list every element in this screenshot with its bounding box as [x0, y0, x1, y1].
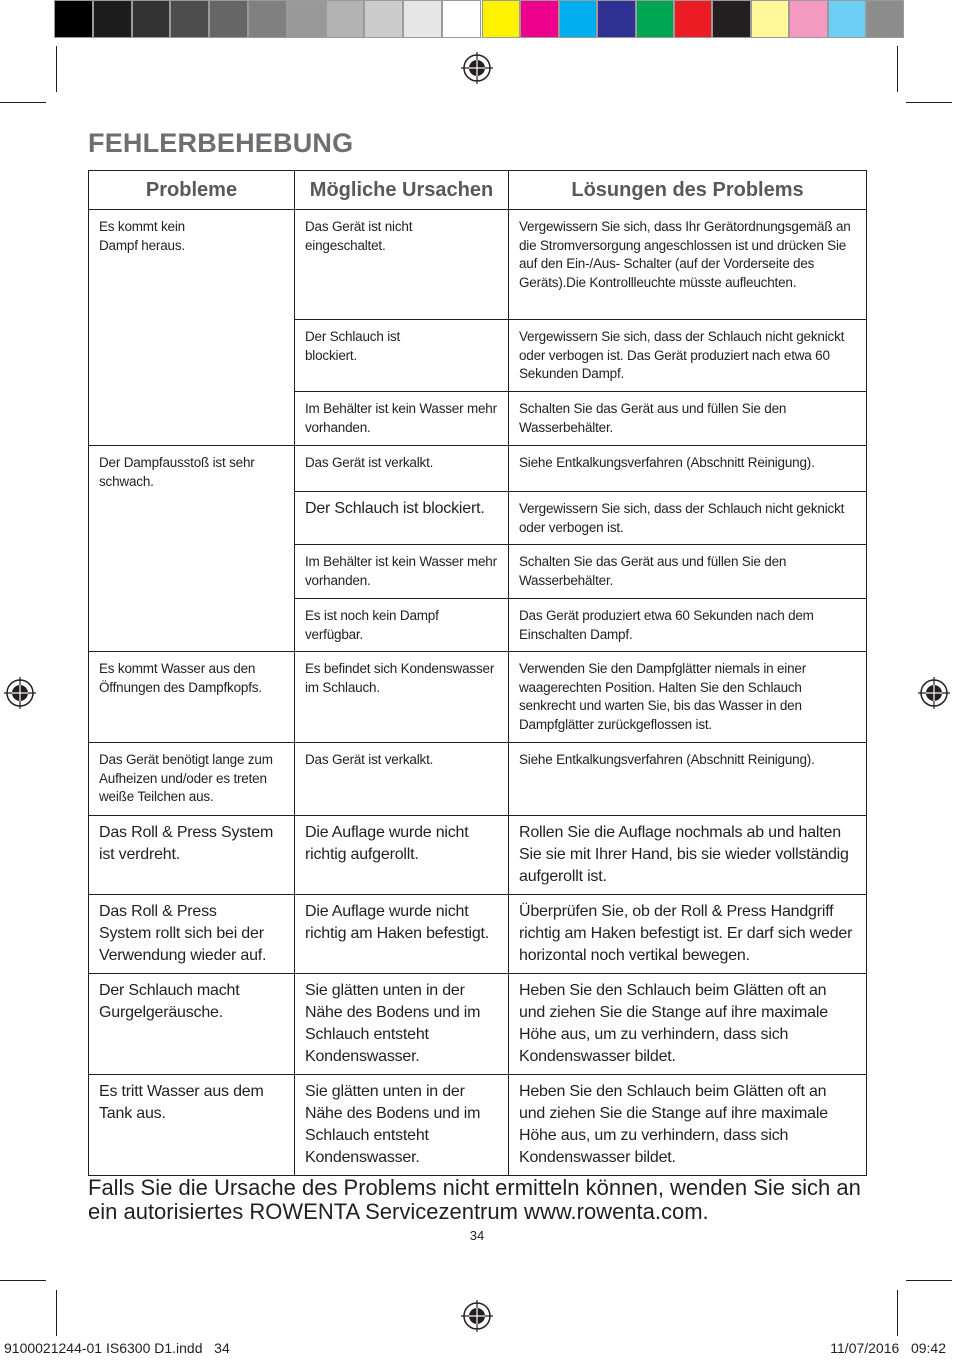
solution-cell: Vergewissern Sie sich, dass der Schlauch nicht geknickt oder verbogen ist.: [509, 492, 867, 545]
color-swatch: [712, 0, 750, 38]
problem-cell: Das Gerät benötigt lange zum Aufheizen und/oder es treten weiße Teilchen aus.: [89, 743, 295, 816]
crop-mark: [56, 1290, 57, 1336]
crop-mark: [897, 1290, 898, 1336]
cause-cell: Es ist noch kein Dampf verfügbar.: [295, 599, 509, 652]
process-color-bar: [482, 0, 904, 38]
color-swatch: [636, 0, 674, 38]
color-swatch: [54, 0, 93, 38]
color-swatch: [789, 0, 827, 38]
color-swatch: [403, 0, 442, 38]
solution-cell: Überprüfen Sie, ob der Roll & Press Handgriff richtig am Haken befestigt ist. Er darf sich weder horizontal noch vertikal bewegen.: [509, 895, 867, 974]
table-row: [89, 446, 867, 492]
cause-cell: Der Schlauch ist blockiert.: [295, 492, 509, 545]
cause-cell: Der Schlauch ist blockiert.: [295, 320, 509, 392]
solution-cell: Heben Sie den Schlauch beim Glätten oft an und ziehen Sie die Stange auf ihre maximale Höhe aus, um zu verhindern, dass sich Kondenswasser bildet.: [509, 974, 867, 1075]
cause-cell: Sie glätten unten in der Nähe des Bodens und im Schlauch entsteht Kondenswasser.: [295, 1075, 509, 1176]
solution-cell: Verwenden Sie den Dampfglätter niemals in einer waagerechten Position. Halten Sie den Schlauch senkrecht und warten Sie, bis das Wasser in den Dampfglätter zurückgeflossen ist.: [509, 652, 867, 743]
cause-cell: Das Gerät ist verkalkt.: [295, 743, 509, 816]
header-causes: Mögliche Ursachen: [295, 171, 509, 210]
crop-mark: [56, 46, 57, 92]
problem-cell: Der Dampfausstoß ist sehr schwach.: [89, 446, 295, 652]
solution-cell: Siehe Entkalkungsverfahren (Abschnitt Reinigung).: [509, 446, 867, 492]
color-swatch: [248, 0, 287, 38]
problem-cell: Das Roll & Press System rollt sich bei der Verwendung wieder auf.: [89, 895, 295, 974]
table-row: [89, 743, 867, 816]
registration-mark-icon: [918, 677, 950, 709]
solution-cell: Heben Sie den Schlauch beim Glätten oft an und ziehen Sie die Stange auf ihre maximale Höhe aus, um zu verhindern, dass sich Kondenswasser bildet.: [509, 1075, 867, 1176]
table-row: [89, 210, 867, 320]
cause-cell: Im Behälter ist kein Wasser mehr vorhanden.: [295, 392, 509, 446]
table-row: [89, 1075, 867, 1176]
solution-cell: Schalten Sie das Gerät aus und füllen Sie den Wasserbehälter.: [509, 392, 867, 446]
color-swatch: [209, 0, 248, 38]
solution-cell: Vergewissern Sie sich, dass Ihr Gerätordnungsgemäß an die Stromversorgung angeschlossen ist und drücken Sie auf den Ein-/Aus- Schalter (auf der Vorderseite des Geräts).Die Kontrollleuchte müsste aufleuchten.: [509, 210, 867, 320]
solution-cell: Siehe Entkalkungsverfahren (Abschnitt Reinigung).: [509, 743, 867, 816]
cause-cell: Sie glätten unten in der Nähe des Bodens und im Schlauch entsteht Kondenswasser.: [295, 974, 509, 1075]
problem-cell: Es tritt Wasser aus dem Tank aus.: [89, 1075, 295, 1176]
color-swatch: [132, 0, 171, 38]
solution-cell: Rollen Sie die Auflage nochmals ab und halten Sie sie mit Ihrer Hand, bis sie wieder vollständig aufgerollt ist.: [509, 816, 867, 895]
problem-cell: Es kommt Wasser aus den Öffnungen des Dampfkopfs.: [89, 652, 295, 743]
troubleshooting-table: [88, 170, 867, 1176]
table-header-row: [89, 171, 867, 210]
crop-mark: [0, 1280, 46, 1281]
page-title: FEHLERBEHEBUNG: [88, 128, 354, 158]
gray-color-bar: [54, 0, 481, 38]
registration-mark-icon: [4, 677, 36, 709]
cause-cell: Die Auflage wurde nicht richtig am Haken befestigt.: [295, 895, 509, 974]
color-swatch: [828, 0, 866, 38]
footer-date: 11/07/2016 09:42: [830, 1340, 946, 1356]
color-swatch: [442, 0, 481, 38]
crop-mark: [0, 102, 46, 103]
color-swatch: [93, 0, 132, 38]
cause-cell: Es befindet sich Kondenswasser im Schlauch.: [295, 652, 509, 743]
service-note: Falls Sie die Ursache des Problems nicht ermitteln können, wenden Sie sich an ein autorisiertes ROWENTA Servicezentrum www.rowenta.com.: [88, 1175, 861, 1224]
color-swatch: [520, 0, 558, 38]
color-swatch: [326, 0, 365, 38]
registration-mark-icon: [461, 1300, 493, 1332]
problem-cell: Der Schlauch macht Gurgelgeräusche.: [89, 974, 295, 1075]
table-row: [89, 652, 867, 743]
color-swatch: [751, 0, 789, 38]
table-row: [89, 895, 867, 974]
color-swatch: [482, 0, 520, 38]
problem-cell: Es kommt kein Dampf heraus.: [89, 210, 295, 446]
table-row: [89, 816, 867, 895]
crop-mark: [897, 46, 898, 92]
color-swatch: [170, 0, 209, 38]
cause-cell: Das Gerät ist nicht eingeschaltet.: [295, 210, 509, 320]
footer-file-name: 9100021244-01 IS6300 D1.indd 34: [4, 1340, 230, 1356]
color-swatch: [866, 0, 904, 38]
cause-cell: Im Behälter ist kein Wasser mehr vorhanden.: [295, 545, 509, 599]
header-solutions: Lösungen des Problems: [509, 171, 867, 210]
header-problems: Probleme: [89, 171, 295, 210]
crop-mark: [906, 102, 952, 103]
page-number: 34: [469, 1228, 485, 1243]
crop-mark: [906, 1280, 952, 1281]
color-swatch: [364, 0, 403, 38]
solution-cell: Das Gerät produziert etwa 60 Sekunden nach dem Einschalten Dampf.: [509, 599, 867, 652]
color-swatch: [597, 0, 635, 38]
problem-cell: Das Roll & Press System ist verdreht.: [89, 816, 295, 895]
color-swatch: [559, 0, 597, 38]
color-swatch: [287, 0, 326, 38]
table-row: [89, 974, 867, 1075]
cause-cell: Das Gerät ist verkalkt.: [295, 446, 509, 492]
solution-cell: Schalten Sie das Gerät aus und füllen Sie den Wasserbehälter.: [509, 545, 867, 599]
registration-mark-icon: [461, 52, 493, 84]
cause-cell: Die Auflage wurde nicht richtig aufgerollt.: [295, 816, 509, 895]
color-swatch: [674, 0, 712, 38]
solution-cell: Vergewissern Sie sich, dass der Schlauch nicht geknickt oder verbogen ist. Das Gerät produziert nach etwa 60 Sekunden Dampf.: [509, 320, 867, 392]
